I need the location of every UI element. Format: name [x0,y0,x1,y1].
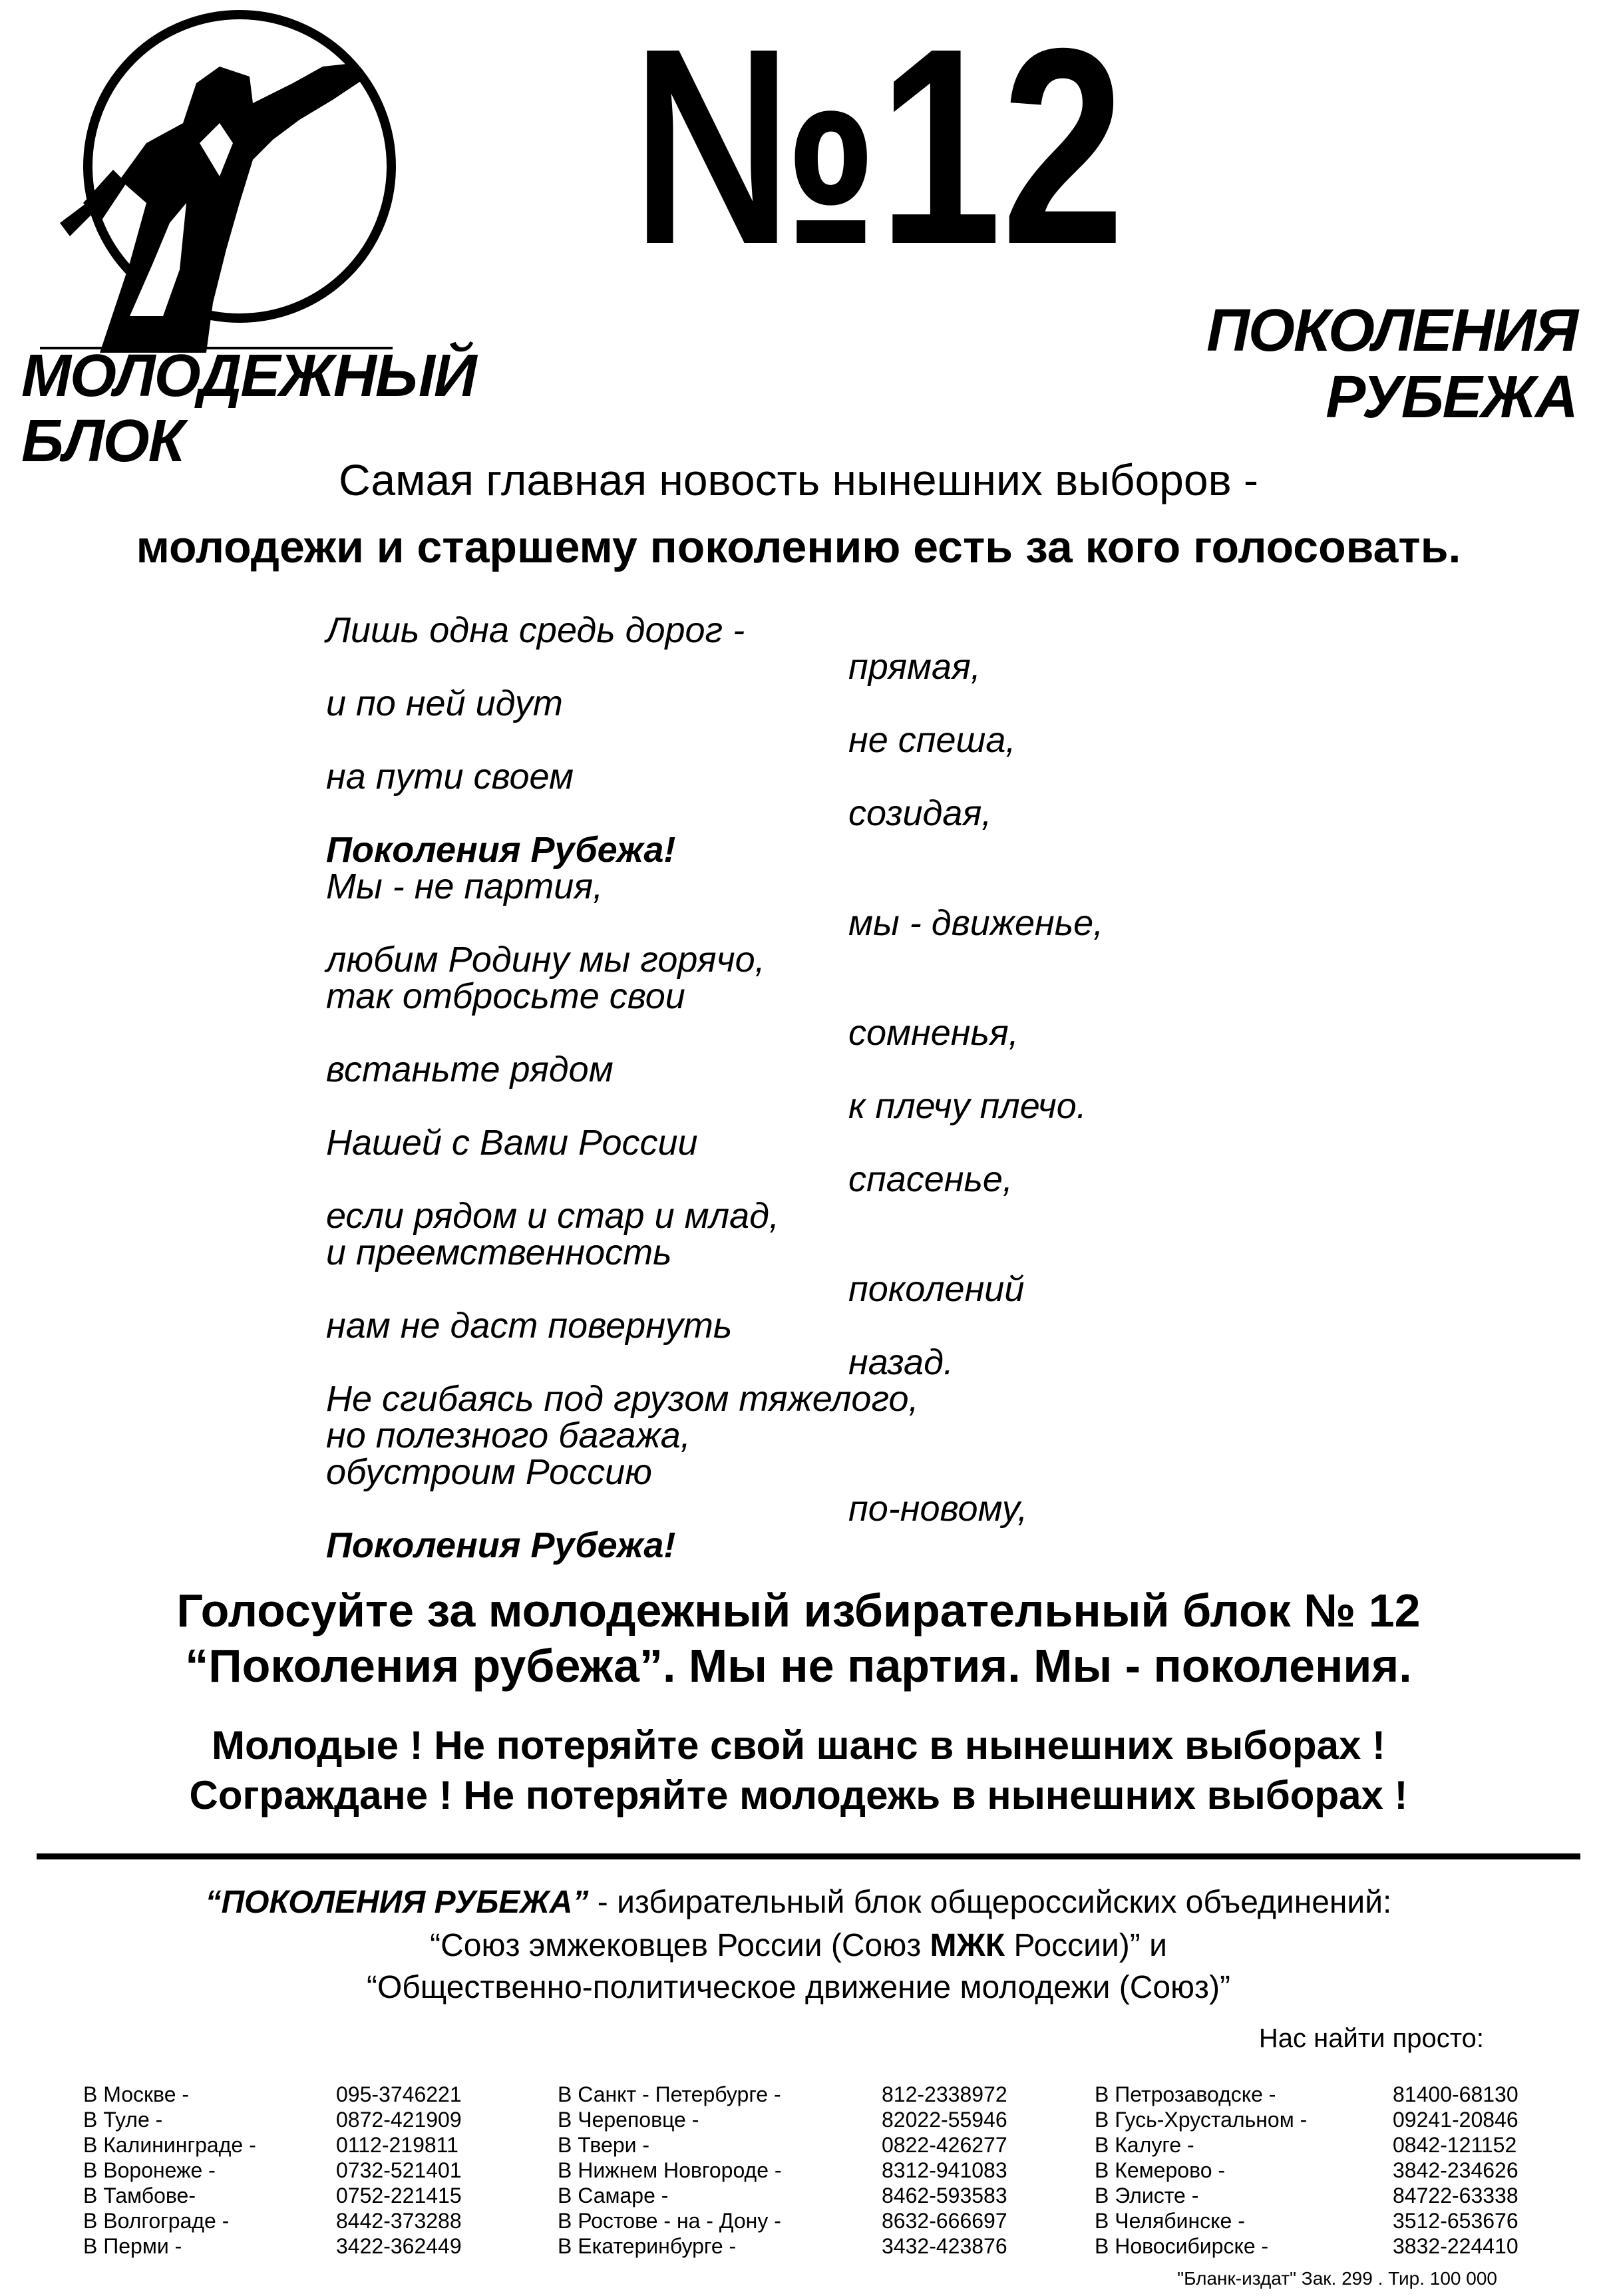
contact-phone: 81400-68130 [1393,2082,1518,2106]
bloc-quote-name: “ПОКОЛЕНИЯ РУБЕЖА” [205,1885,589,1920]
poem-line: не спеша, [848,720,1016,760]
poem-line: Лишь одна средь дорог - [326,610,745,650]
contact-phone: 3432-423876 [882,2234,1007,2258]
contact-phone: 8462-593583 [882,2184,1007,2207]
logo-caption-line2: БЛОК [21,408,184,475]
contact-city: В Череповце - [558,2108,699,2132]
contact-city: В Тамбове- [83,2184,196,2207]
poem-line: если рядом и стар и млад, [326,1196,779,1236]
contact-city: В Москве - [83,2082,190,2106]
call-to-vote-line2: “Поколения рубежа”. Мы не партия. Мы - поколения. [185,1640,1412,1692]
contact-phone: 3832-224410 [1393,2234,1518,2258]
member-org-2: “Общественно-политическое движение молодежи (Союз)” [366,1970,1231,2005]
contact-phone: 82022-55946 [882,2108,1007,2132]
contact-city: В Челябинске - [1095,2209,1245,2233]
poem-line: мы - движенье, [848,903,1104,943]
ballot-number-text: №12 [632,0,1125,303]
contact-phone: 8312-941083 [882,2158,1007,2182]
poem-line: обустроим Россию [326,1452,652,1492]
poem-line: встаньте рядом [326,1050,614,1089]
contact-city: В Калуге - [1095,2133,1194,2157]
contact-city: В Элисте - [1095,2184,1199,2207]
poem-line: по-новому, [848,1489,1028,1529]
contact-city: В Гусь-Хрустальном - [1095,2108,1308,2132]
contact-phone: 3512-653676 [1393,2209,1518,2233]
contact-phone: 095-3746221 [336,2082,462,2106]
poem-line: любим Родину мы горячо, [326,940,765,980]
poem-line: прямая, [848,647,981,687]
poem-line: к плечу плечо. [848,1086,1087,1126]
poem-line: и преемственность [326,1233,672,1272]
member-org-1-c: России)” и [1005,1928,1167,1963]
bloc-description-line2 [0,1930,1597,1962]
poem-line: поколений [848,1269,1025,1309]
contact-city: В Кемерово - [1095,2158,1226,2182]
contact-phone: 09241-20846 [1393,2108,1518,2132]
contact-phone: 3422-362449 [336,2234,462,2258]
poem-line: Мы - не партия, [326,866,604,906]
contact-phone: 0842-121152 [1393,2133,1517,2157]
contact-city: В Екатеринбурге - [558,2234,737,2258]
poem-line: Поколения Рубежа! [326,1525,676,1565]
contact-city: В Петрозаводске - [1095,2082,1276,2106]
contact-city: В Перми - [83,2234,182,2258]
contact-phone: 8632-666697 [882,2209,1007,2233]
poem-line: так отбросьте свои [326,976,685,1016]
contact-phone: 0872-421909 [336,2108,462,2132]
lead-line1: Самая главная новость нынешних выборов - [339,455,1258,504]
contact-city: В Новосибирске - [1095,2234,1269,2258]
bloc-logo-emblem [20,3,433,353]
contact-city: В Ростове - на - Дону - [558,2209,781,2233]
poem-line: Не сгибаясь под грузом тяжелого, [326,1379,919,1419]
poem-line: сомненья, [848,1013,1019,1053]
call-to-vote-line1: Голосуйте за молодежный избирательный блок № 12 [176,1585,1421,1636]
find-us-heading: Нас найти просто: [1258,2024,1484,2053]
bloc-name-line1: ПОКОЛЕНИЯ [1206,297,1577,364]
logo-caption-line1: МОЛОДЕЖНЫЙ [21,343,476,409]
poem-line: спасенье, [848,1159,1013,1199]
lead-line2: молодежи и старшему поколению есть за кого голосовать. [136,522,1461,572]
poem-line: на пути своем [326,757,574,797]
bloc-name-line2: РУБЕЖА [1326,364,1577,431]
poem-line: Нашей с Вами России [326,1123,698,1163]
contact-city: В Воронеже - [83,2158,216,2182]
contact-city: В Нижнем Новгороде - [558,2158,782,2182]
poem-line: но полезного багажа, [326,1416,691,1455]
contact-city: В Самаре - [558,2184,669,2207]
appeal-citizens: Сограждане ! Не потеряйте молодежь в нынешних выборах ! [189,1773,1408,1818]
contact-phone: 0822-426277 [882,2133,1007,2157]
appeal-youth: Молодые ! Не потеряйте свой шанс в нынешних выборах ! [211,1723,1386,1768]
poem-line: Поколения Рубежа! [326,830,676,870]
poem-line: и по ней идут [326,683,563,723]
divider-rule [37,1853,1580,1859]
contact-city: В Калининграде - [83,2133,256,2157]
contact-phone: 84722-63338 [1393,2184,1518,2207]
print-imprint: "Бланк-издат" Зак. 299 . Тир. 100 000 [1177,2268,1497,2289]
contact-city: В Туле - [83,2108,163,2132]
contact-phone: 0112-219811 [336,2133,458,2157]
bloc-description-text: - избирательный блок общероссийских объединений: [588,1885,1392,1920]
contact-city: В Твери - [558,2133,650,2157]
poem-line: нам не даст повернуть [326,1306,733,1346]
poem-line: назад. [848,1342,954,1382]
contact-city: В Волгограде - [83,2209,230,2233]
bloc-description-line1 [0,1887,1597,1919]
ballot-number [632,0,1131,303]
contact-city: В Санкт - Петербурге - [558,2082,781,2106]
contact-phone: 0752-221415 [336,2184,462,2207]
poem-line: созидая, [848,793,992,833]
member-org-1-a: “Союз эмжековцев России (Союз [430,1928,930,1963]
contact-phone: 3842-234626 [1393,2158,1518,2182]
member-org-1-abbr: МЖК [930,1928,1005,1963]
contact-phone: 0732-521401 [336,2158,462,2182]
contact-phone: 8442-373288 [336,2209,462,2233]
contact-phone: 812-2338972 [882,2082,1007,2106]
